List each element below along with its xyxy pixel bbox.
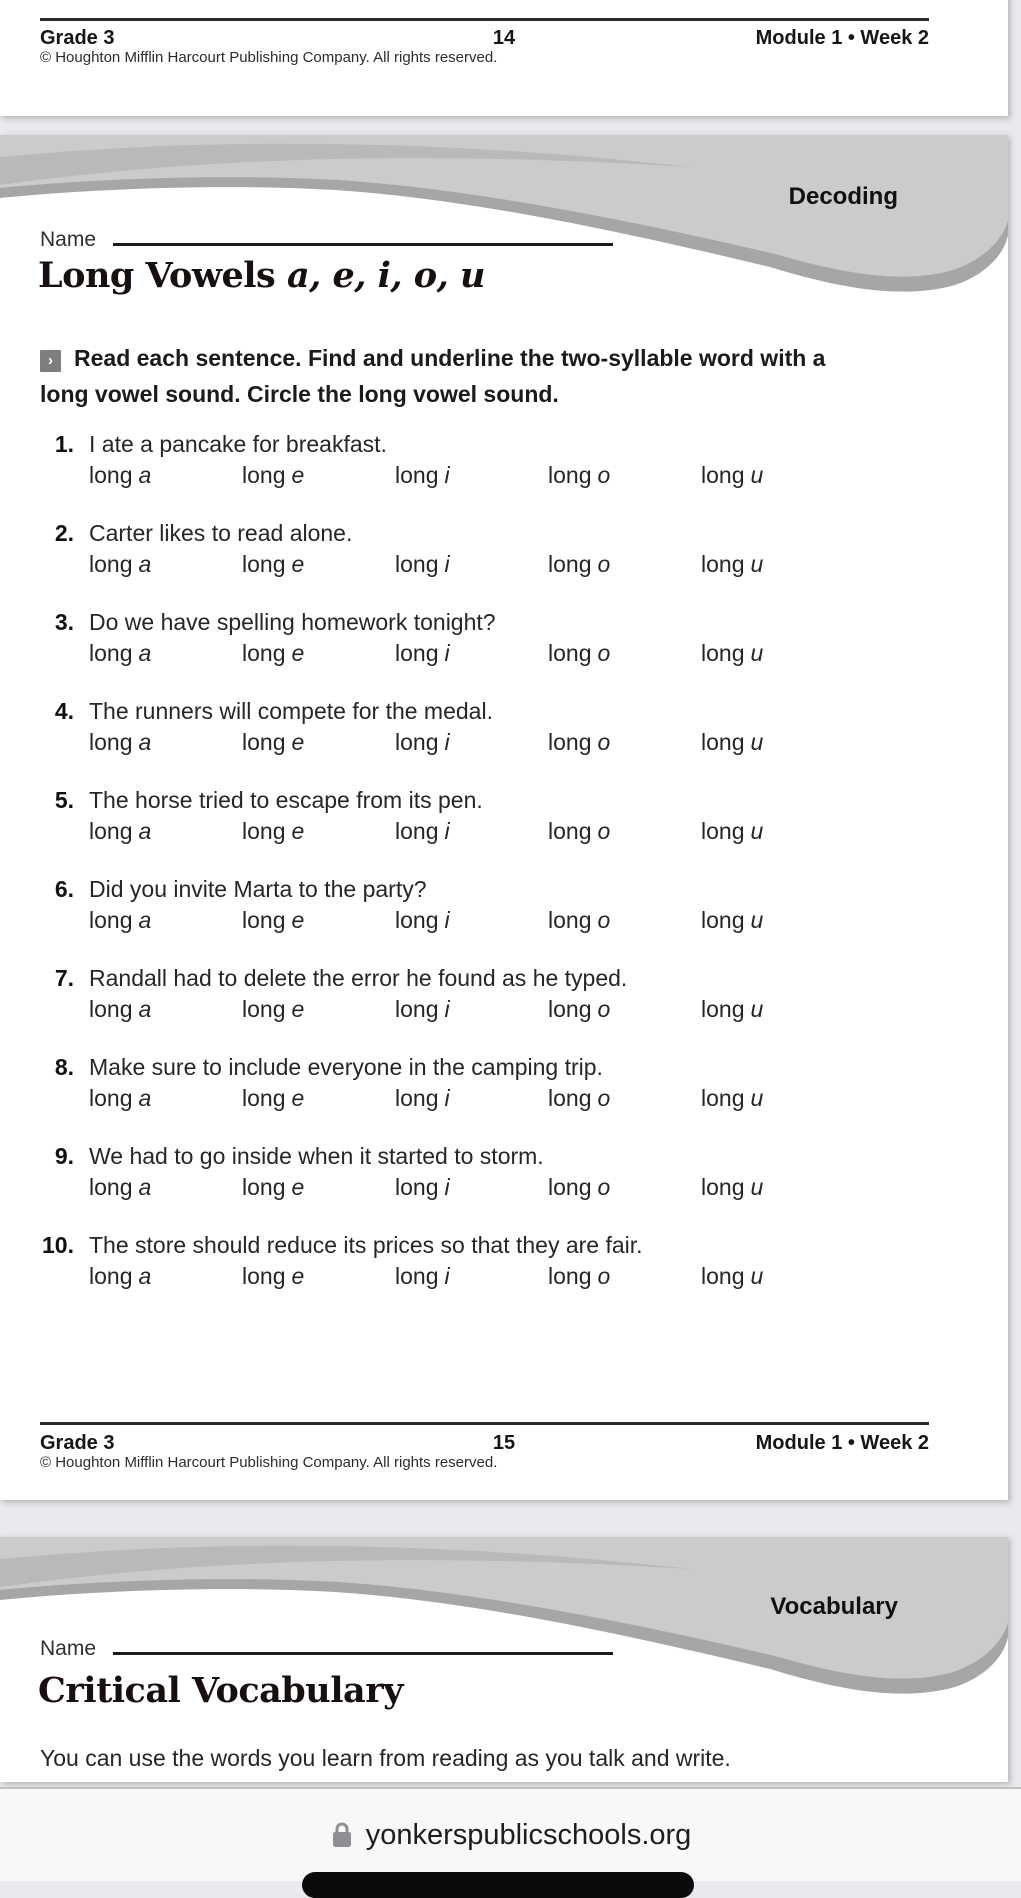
- url-domain: yonkerspublicschools.org: [365, 1818, 692, 1851]
- name-row: [40, 1630, 613, 1661]
- page-number: 15: [492, 1432, 516, 1454]
- option-long-o: long o: [548, 462, 611, 488]
- footer-rule: [40, 18, 929, 21]
- option-long-u: long u: [701, 551, 764, 577]
- pdf-page-16: [0, 1537, 1008, 1782]
- option-long-u: long u: [701, 996, 764, 1022]
- item-sentence: We had to go inside when it started to storm.: [89, 1143, 544, 1169]
- section-label-decoding: Decoding: [788, 183, 898, 210]
- module-label: Module 1 • Week 2: [755, 1432, 929, 1454]
- worksheet-item: [40, 1230, 940, 1292]
- vowel-options: [89, 994, 940, 1025]
- worksheet-item: [40, 785, 940, 847]
- option-long-i: long i: [395, 551, 450, 577]
- option-long-a: long a: [89, 1085, 152, 1111]
- option-long-i: long i: [395, 907, 450, 933]
- option-long-a: long a: [89, 907, 152, 933]
- option-long-i: long i: [395, 729, 450, 755]
- vowel-options: [89, 460, 940, 491]
- option-long-u: long u: [701, 462, 764, 488]
- item-sentence: The horse tried to escape from its pen.: [89, 787, 483, 813]
- option-long-e: long e: [242, 1174, 305, 1200]
- item-sentence: The store should reduce its prices so that they are fair.: [89, 1232, 643, 1258]
- vocabulary-intro: You can use the words you learn from reading as you talk and write.: [40, 1745, 731, 1771]
- worksheet-title: Critical Vocabulary: [38, 1670, 403, 1711]
- option-long-u: long u: [701, 640, 764, 666]
- name-blank-line: [113, 221, 613, 246]
- option-long-i: long i: [395, 1263, 450, 1289]
- item-number: 8.: [54, 1054, 74, 1080]
- option-long-u: long u: [701, 729, 764, 755]
- option-long-e: long e: [242, 729, 305, 755]
- worksheet-item: [40, 874, 940, 936]
- item-number: 9.: [54, 1143, 74, 1169]
- page-number: 14: [492, 27, 516, 49]
- option-long-a: long a: [89, 640, 152, 666]
- option-long-i: long i: [395, 462, 450, 488]
- worksheet-item: [40, 1141, 940, 1203]
- option-long-a: long a: [89, 1174, 152, 1200]
- vowel-options: [89, 638, 940, 669]
- option-long-e: long e: [242, 1085, 305, 1111]
- option-long-e: long e: [242, 640, 305, 666]
- grade-label: Grade 3: [40, 1432, 115, 1454]
- item-sentence: The runners will compete for the medal.: [89, 698, 493, 724]
- option-long-u: long u: [701, 1174, 764, 1200]
- name-row: [40, 221, 613, 252]
- item-sentence: I ate a pancake for breakfast.: [89, 431, 387, 457]
- option-long-a: long a: [89, 818, 152, 844]
- item-sentence: Carter likes to read alone.: [89, 520, 353, 546]
- vowel-options: [89, 816, 940, 847]
- vowel-options: [89, 1172, 940, 1203]
- option-long-e: long e: [242, 551, 305, 577]
- pdf-page-14: [0, 0, 1008, 116]
- directions-arrow-icon: ›: [40, 350, 61, 372]
- option-long-o: long o: [548, 818, 611, 844]
- vowel-options: [89, 727, 940, 758]
- option-long-o: long o: [548, 1174, 611, 1200]
- bottom-bar-handle[interactable]: [302, 1872, 694, 1898]
- copyright-text: © Houghton Mifflin Harcourt Publishing Company. All rights reserved.: [40, 49, 498, 66]
- option-long-o: long o: [548, 1085, 611, 1111]
- browser-url-bar[interactable]: [0, 1787, 1021, 1881]
- option-long-u: long u: [701, 818, 764, 844]
- option-long-i: long i: [395, 996, 450, 1022]
- vowel-options: [89, 549, 940, 580]
- grade-label: Grade 3: [40, 27, 115, 49]
- worksheet-item: [40, 1052, 940, 1114]
- pdf-page-15: [0, 135, 1008, 1500]
- option-long-o: long o: [548, 1263, 611, 1289]
- item-number: 10.: [42, 1232, 74, 1258]
- option-long-a: long a: [89, 729, 152, 755]
- worksheet-item: [40, 429, 940, 491]
- option-long-e: long e: [242, 996, 305, 1022]
- item-sentence: Make sure to include everyone in the camping trip.: [89, 1054, 603, 1080]
- item-number: 4.: [54, 698, 74, 724]
- option-long-o: long o: [548, 640, 611, 666]
- items-list: [40, 429, 940, 1292]
- item-number: 2.: [54, 520, 74, 546]
- item-sentence: Do we have spelling homework tonight?: [89, 609, 496, 635]
- directions-line-1: Read each sentence. Find and underline the two-syllable word with a: [74, 345, 826, 371]
- footer-rule: [40, 1422, 929, 1425]
- option-long-o: long o: [548, 729, 611, 755]
- option-long-i: long i: [395, 1085, 450, 1111]
- item-number: 6.: [54, 876, 74, 902]
- name-label: Name: [40, 228, 97, 251]
- worksheet-item: [40, 607, 940, 669]
- item-sentence: Randall had to delete the error he found as he typed.: [89, 965, 628, 991]
- vowel-options: [89, 1261, 940, 1292]
- option-long-a: long a: [89, 996, 152, 1022]
- item-sentence: Did you invite Marta to the party?: [89, 876, 427, 902]
- vowel-options: [89, 1083, 940, 1114]
- directions-line-2: long vowel sound. Circle the long vowel sound.: [40, 381, 559, 407]
- option-long-i: long i: [395, 818, 450, 844]
- vowel-options: [89, 905, 940, 936]
- item-number: 1.: [54, 431, 74, 457]
- option-long-o: long o: [548, 996, 611, 1022]
- option-long-u: long u: [701, 1085, 764, 1111]
- option-long-e: long e: [242, 907, 305, 933]
- worksheet-title: Long Vowels a, e, i, o, u: [38, 255, 485, 296]
- name-blank-line: [113, 1630, 613, 1655]
- option-long-i: long i: [395, 1174, 450, 1200]
- item-number: 5.: [54, 787, 74, 813]
- copyright-text: © Houghton Mifflin Harcourt Publishing Company. All rights reserved.: [40, 1454, 498, 1471]
- lock-icon: [330, 1820, 354, 1850]
- item-number: 7.: [54, 965, 74, 991]
- worksheet-item: [40, 518, 940, 580]
- module-label: Module 1 • Week 2: [755, 27, 929, 49]
- option-long-o: long o: [548, 907, 611, 933]
- option-long-e: long e: [242, 818, 305, 844]
- option-long-a: long a: [89, 1263, 152, 1289]
- worksheet-item: [40, 696, 940, 758]
- section-label-vocabulary: Vocabulary: [770, 1593, 898, 1620]
- worksheet-item: [40, 963, 940, 1025]
- option-long-e: long e: [242, 1263, 305, 1289]
- option-long-o: long o: [548, 551, 611, 577]
- option-long-a: long a: [89, 462, 152, 488]
- option-long-a: long a: [89, 551, 152, 577]
- directions: [40, 340, 960, 412]
- item-number: 3.: [54, 609, 74, 635]
- option-long-u: long u: [701, 907, 764, 933]
- name-label: Name: [40, 1637, 97, 1660]
- option-long-e: long e: [242, 462, 305, 488]
- option-long-u: long u: [701, 1263, 764, 1289]
- option-long-i: long i: [395, 640, 450, 666]
